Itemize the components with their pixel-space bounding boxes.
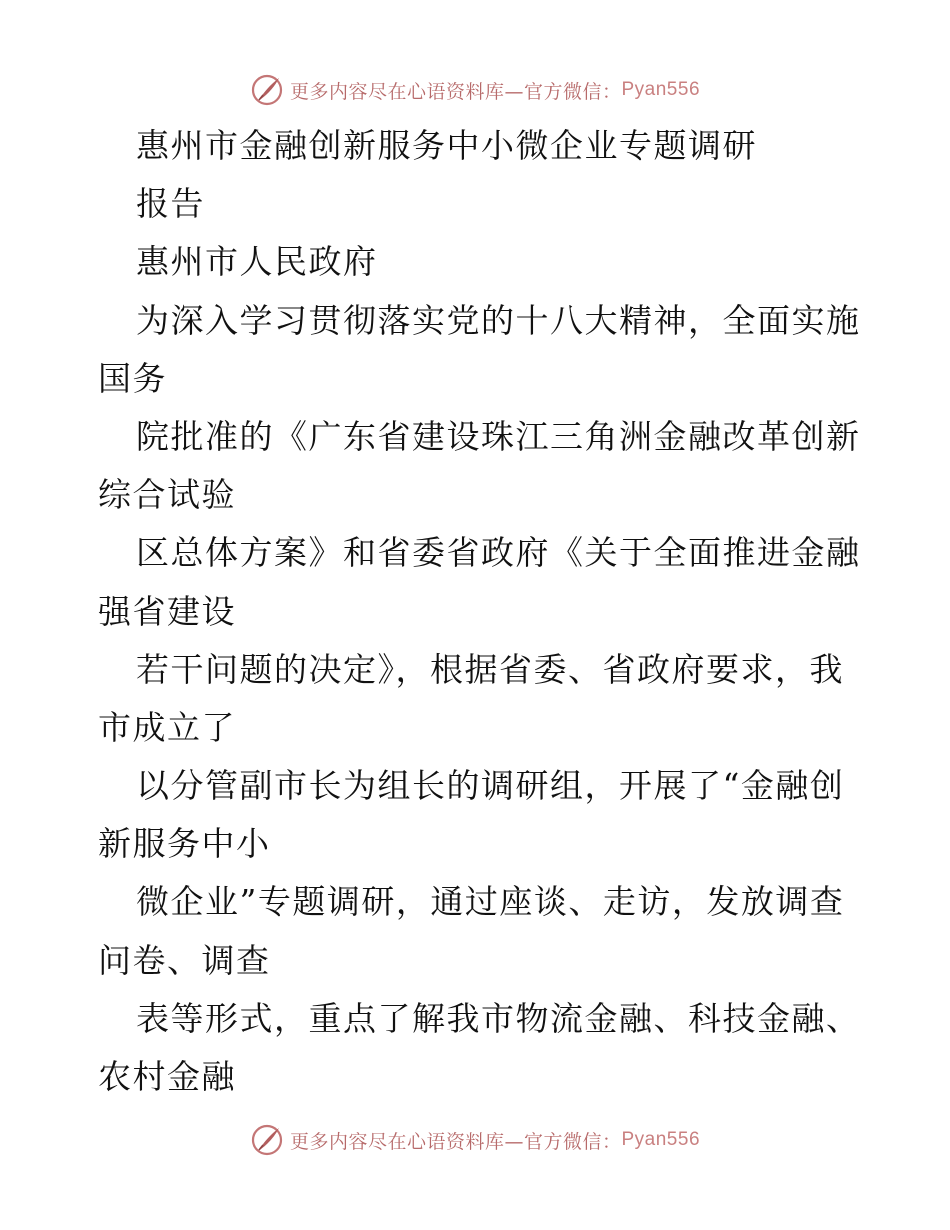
paragraph-line: 市成立了 <box>98 707 236 747</box>
paragraph-line: 院批准的《广东省建设珠江三角洲金融改革创新 <box>136 416 861 456</box>
document-author: 惠州市人民政府 <box>136 242 378 282</box>
document-title-line-1: 惠州市金融创新服务中小微企业专题调研 <box>136 126 757 165</box>
paragraph-line: 区总体方案》和省委省政府《关于全面推进金融 <box>136 533 861 573</box>
document-body <box>98 117 861 1106</box>
paragraph-line: 强省建设 <box>98 591 236 631</box>
paragraph-line: 以分管副市长为组长的调研组，开展了“金融创 <box>136 766 845 806</box>
watermark-text: 更多内容尽在心语资料库—官方微信： <box>289 80 622 103</box>
footer-watermark <box>0 1120 950 1160</box>
paragraph-line: 综合试验 <box>98 475 236 515</box>
paragraph-line: 国务 <box>98 358 167 398</box>
paragraph-line: 新服务中小 <box>98 824 271 864</box>
paragraph-line: 为深入学习贯彻落实党的十八大精神，全面实施 <box>136 300 861 340</box>
paragraph-line: 表等形式，重点了解我市物流金融、科技金融、 <box>136 998 861 1038</box>
paragraph-line: 若干问题的决定》，根据省委、省政府要求，我 <box>136 649 844 689</box>
header-watermark <box>0 70 950 110</box>
watermark-wechat-id: Pyan556 <box>621 79 701 100</box>
quill-in-circle-icon <box>250 1123 284 1157</box>
watermark-text: 更多内容尽在心语资料库—官方微信： <box>289 1130 622 1153</box>
document-title-line-2: 报告 <box>136 184 205 224</box>
quill-in-circle-icon <box>250 73 284 107</box>
paragraph-line: 微企业”专题调研，通过座谈、走访，发放调查 <box>136 882 845 922</box>
watermark-wechat-id: Pyan556 <box>621 1129 701 1150</box>
paragraph-line: 问卷、调查 <box>98 940 271 980</box>
paragraph-line: 农村金融 <box>98 1057 236 1096</box>
